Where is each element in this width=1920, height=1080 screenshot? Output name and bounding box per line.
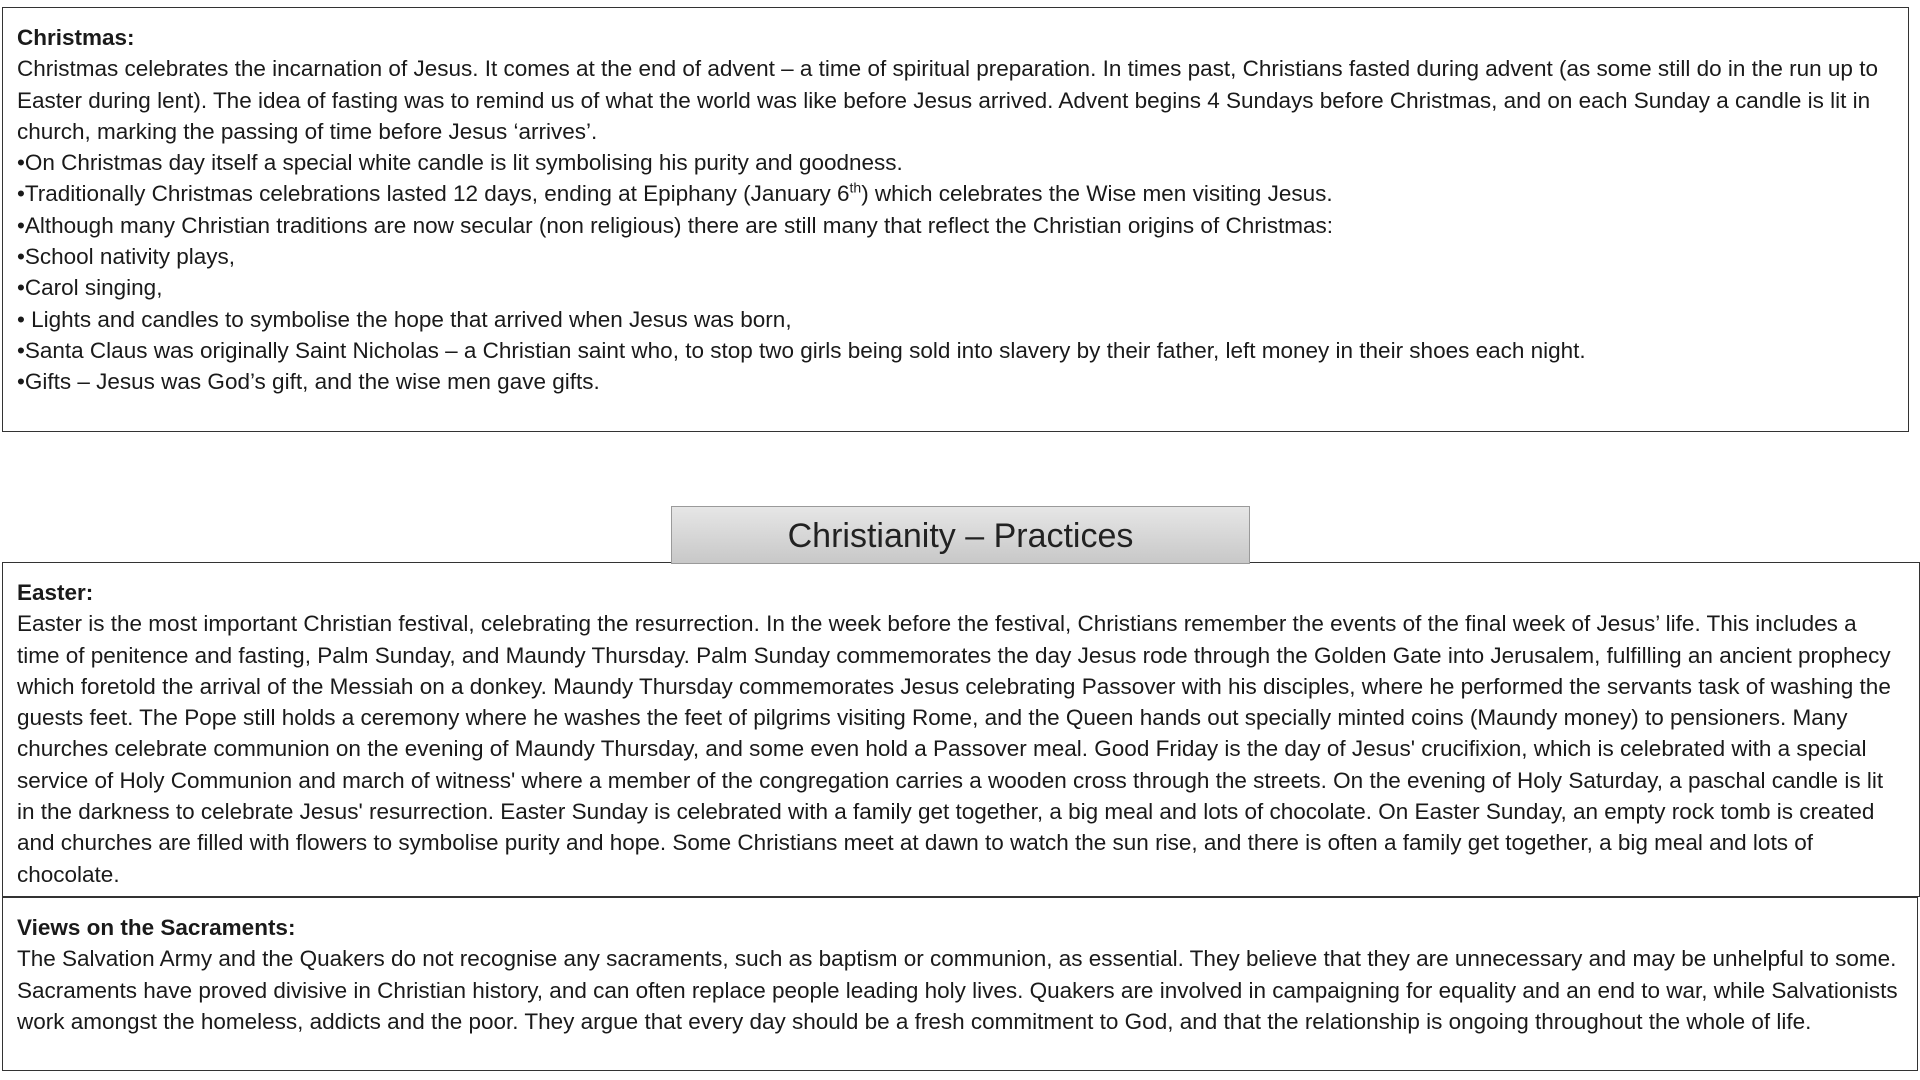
easter-heading: Easter: — [17, 580, 94, 605]
christmas-bullet-santa: •Santa Claus was originally Saint Nicholas – a Christian saint who, to stop two girls being sold into slavery by their father, left money in their shoes each night. — [17, 337, 1586, 363]
christmas-bullet-white-candle: •On Christmas day itself a special white candle is lit symbolising his purity and goodness. — [17, 150, 903, 176]
twelve-days-text-start: •Traditionally Christmas celebrations lasted 12 days, ending at Epiphany (January 6 — [17, 181, 850, 207]
christmas-bullet-carol: •Carol singing, — [17, 275, 163, 301]
christmas-bullet-lights: • Lights and candles to symbolise the hope that arrived when Jesus was born, — [17, 306, 792, 332]
christmas-bullet-gifts: •Gifts – Jesus was God’s gift, and the wise men gave gifts. — [17, 369, 600, 395]
twelve-days-text-end: ) which celebrates the Wise men visiting Jesus. — [861, 181, 1333, 207]
christmas-bullet-twelve-days — [17, 178, 1894, 209]
christmas-bullet-nativity: •School nativity plays, — [17, 244, 235, 270]
page-title: Christianity – Practices — [671, 506, 1250, 564]
christmas-intro: Christmas celebrates the incarnation of Jesus. It comes at the end of advent – a time of spiritual preparation. In times past, Christians fasted during advent (as some still do in the run up to Easter during lent). The idea of fasting was to remind us of what the world was like before Jesus arrived. Advent begins 4 Sundays before Christmas, and on each Sunday a candle is lit in church, marking the passing of time before Jesus ‘arrives’. — [17, 56, 1878, 144]
sacraments-heading: Views on the Sacraments: — [17, 915, 296, 940]
christmas-bullet-secular: •Although many Christian traditions are now secular (non religious) there are still many that reflect the Christian origins of Christmas: — [17, 212, 1333, 238]
easter-body: Easter is the most important Christian festival, celebrating the resurrection. In the week before the festival, Christians remember the events of the final week of Jesus’ life. This includes a time of penitence and fasting, Palm Sunday, and Maundy Thursday. Palm Sunday commemorates the day Jesus rode through the Golden Gate into Jerusalem, fulfilling an ancient prophecy which foretold the arrival of the Messiah on a donkey. Maundy Thursday commemorates Jesus celebrating Passover with his disciples, where he performed the servants task of washing the guests feet. The Pope still holds a ceremony where he washes the feet of pilgrims visiting Rome, and the Queen hands out specially minted coins (Maundy money) to pensioners. Many churches celebrate communion on the evening of Maundy Thursday, and some even hold a Passover meal. Good Friday is the day of Jesus' crucifixion, which is celebrated with a special service of Holy Communion and march of witness' where a member of the congregation carries a wooden cross through the streets. On the evening of Holy Saturday, a paschal candle is lit in the darkness to celebrate Jesus' resurrection. Easter Sunday is celebrated with a family get together, a big meal and lots of chocolate. On Easter Sunday, an empty rock tomb is created and churches are filled with flowers to symbolise purity and hope. Some Christians meet at dawn to watch the sun rise, and there is often a family get together, a big meal and lots of chocolate. — [17, 611, 1891, 887]
sacraments-body: The Salvation Army and the Quakers do not recognise any sacraments, such as baptism or communion, as essential. They believe that they are unnecessary and may be unhelpful to some. Sacraments have proved divisive in Christian history, and can often replace people leading holy lives. Quakers are involved in campaigning for equality and an end to war, while Salvationists work amongst the homeless, addicts and the poor. They argue that every day should be a fresh commitment to God, and that the relationship is ongoing throughout the whole of life. — [17, 946, 1898, 1034]
christmas-section — [2, 7, 1909, 432]
sacraments-section — [2, 897, 1918, 1071]
christmas-heading: Christmas: — [17, 25, 135, 50]
ordinal-suffix: th — [849, 179, 862, 196]
easter-section — [2, 562, 1920, 897]
